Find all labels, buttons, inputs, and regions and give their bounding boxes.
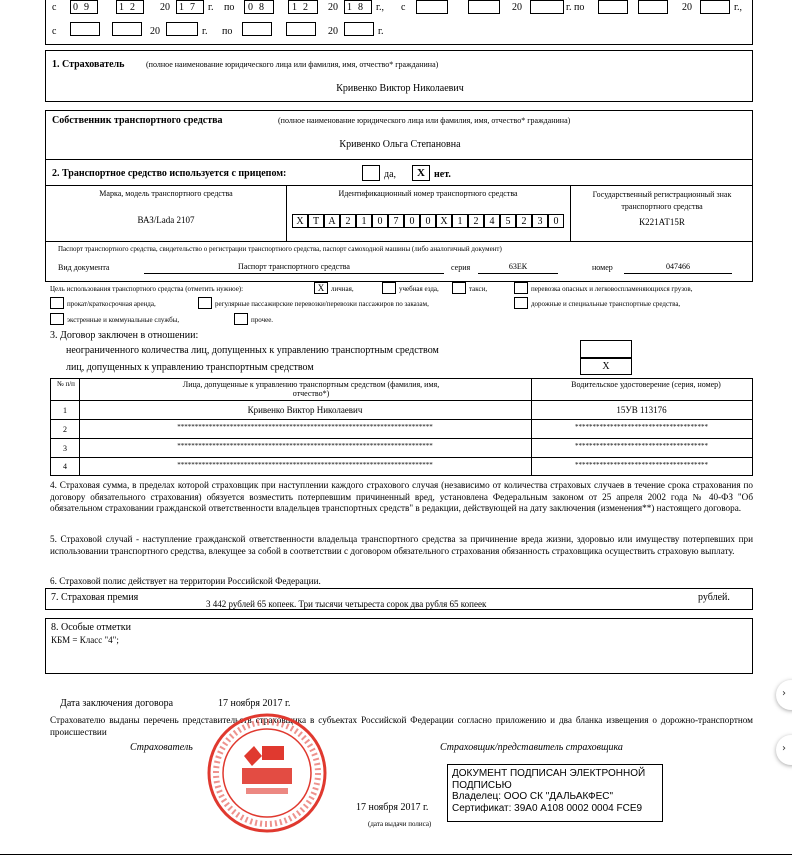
drivers-col-no: № п/п bbox=[57, 380, 75, 388]
vin-cell: 4 bbox=[484, 214, 500, 228]
vin-cell: 1 bbox=[452, 214, 468, 228]
company-stamp bbox=[206, 712, 328, 834]
chevron-right-icon: › bbox=[782, 743, 786, 754]
purpose-other-checkbox[interactable] bbox=[234, 313, 248, 325]
esign-box bbox=[447, 764, 663, 822]
side-button-2[interactable] bbox=[776, 735, 792, 765]
contract-limited-checkbox[interactable]: X bbox=[580, 358, 632, 375]
vin-cell: 0 bbox=[548, 214, 564, 228]
reg-number: К221АТ15R bbox=[639, 217, 685, 227]
purpose-rental-label: прокат/краткосрочная аренда, bbox=[67, 300, 156, 308]
notes-section bbox=[45, 618, 753, 674]
driver-row-2-name: ************************************************************************* bbox=[177, 423, 433, 431]
driver-row-2-license: ************************************** bbox=[575, 423, 708, 431]
period3-year-end bbox=[344, 22, 374, 36]
vin-cell: 7 bbox=[388, 214, 404, 228]
period2-day-end bbox=[598, 0, 628, 14]
purpose-training-label: учебная езда, bbox=[399, 285, 439, 293]
issue-date-hint: (дата выдачи полиса) bbox=[368, 820, 432, 828]
vin-cell: 2 bbox=[340, 214, 356, 228]
premium-unit: рублей. bbox=[698, 592, 730, 603]
insurer-signature-label: Страхователь bbox=[130, 742, 193, 753]
period-year-end-unit: г., bbox=[376, 2, 384, 13]
vin-cell: 2 bbox=[516, 214, 532, 228]
issue-date: 17 ноября 2017 г. bbox=[356, 802, 429, 813]
period-year-unit: г. bbox=[208, 2, 214, 13]
chevron-right-icon: › bbox=[782, 688, 786, 699]
stamp-seal-icon bbox=[206, 712, 328, 834]
purpose-special-checkbox[interactable] bbox=[514, 297, 528, 309]
period-from-label: с bbox=[52, 2, 57, 13]
driver-row-4-no: 4 bbox=[63, 462, 67, 471]
period-month-end: 12 bbox=[288, 0, 318, 14]
insurer-heading: 1. Страхователь bbox=[52, 59, 125, 70]
doc-type-label: Вид документа bbox=[58, 263, 110, 272]
vin-cell: X bbox=[436, 214, 452, 228]
trailer-no-label: нет. bbox=[434, 169, 451, 180]
premium-section bbox=[45, 588, 753, 610]
driver-row-2-no: 2 bbox=[63, 425, 67, 434]
insurer-section bbox=[45, 50, 753, 102]
period2-day bbox=[416, 0, 448, 14]
period2-year bbox=[530, 0, 564, 14]
period-day-end: 08 bbox=[244, 0, 274, 14]
vin-cell: A bbox=[324, 214, 340, 228]
vin-cell: 0 bbox=[404, 214, 420, 228]
agent-signature-label: Страховщик/представитель страховщика bbox=[440, 742, 623, 753]
purpose-regular-checkbox[interactable] bbox=[198, 297, 212, 309]
purpose-personal-label: личная, bbox=[331, 285, 354, 293]
number-label: номер bbox=[592, 263, 613, 272]
insurer-name: Кривенко Виктор Николаевич bbox=[336, 83, 464, 94]
period-section bbox=[45, 0, 753, 45]
period3-month bbox=[112, 22, 142, 36]
owner-section bbox=[45, 110, 753, 282]
vin-cell: 0 bbox=[372, 214, 388, 228]
passport-heading: Паспорт транспортного средства, свидетельство о регистрации транспортного средства, паспорт самоходной машины (либо аналогичный документ) bbox=[58, 245, 502, 253]
period2-year-end-unit: г., bbox=[734, 2, 742, 13]
purpose-training-checkbox[interactable] bbox=[382, 282, 396, 294]
vin-cell: 0 bbox=[420, 214, 436, 228]
purpose-rental-checkbox[interactable] bbox=[50, 297, 64, 309]
esign-line-4: Сертификат: 39А0 А108 0002 0004 FCE9 bbox=[452, 802, 643, 814]
period3-year-prefix: 20 bbox=[150, 26, 160, 37]
drivers-table bbox=[50, 378, 753, 476]
period-to-label: по bbox=[224, 2, 235, 13]
notes-label: 8. Особые отметки bbox=[51, 622, 131, 633]
vehicle-make: ВАЗ/Lada 2107 bbox=[137, 215, 195, 225]
period-year-prefix-2: 20 bbox=[328, 2, 338, 13]
driver-row-1-no: 1 bbox=[63, 406, 67, 415]
purpose-taxi-label: такси, bbox=[469, 285, 488, 293]
trailer-yes-checkbox[interactable] bbox=[362, 165, 380, 181]
contract-unlimited-checkbox[interactable] bbox=[580, 340, 632, 358]
insurer-hint: (полное наименование юридического лица или фамилия, имя, отчество* гражданина) bbox=[146, 60, 439, 69]
contract-option-limited: лиц, допущенных к управлению транспортным средством bbox=[66, 362, 314, 373]
driver-row-1-name: Кривенко Виктор Николаевич bbox=[247, 405, 363, 415]
period3-day-end bbox=[242, 22, 272, 36]
period2-to-label: г. по bbox=[566, 2, 585, 13]
purpose-label: Цель использования транспортного средства (отметить нужное): bbox=[50, 285, 244, 293]
vehicle-make-label: Марка, модель транспортного средства bbox=[99, 189, 233, 198]
period-from-label-2: с bbox=[401, 2, 406, 13]
period3-year-prefix-2: 20 bbox=[328, 26, 338, 37]
period-year-start: 17 bbox=[176, 0, 204, 14]
number-value: 047466 bbox=[666, 262, 690, 271]
vin-cell: 3 bbox=[532, 214, 548, 228]
contract-date: 17 ноября 2017 г. bbox=[218, 698, 291, 709]
drivers-col-license: Водительское удостоверение (серия, номер) bbox=[571, 380, 721, 389]
driver-row-4-name: ************************************************************************* bbox=[177, 461, 433, 469]
period2-year-prefix: 20 bbox=[512, 2, 522, 13]
period-month-start: 12 bbox=[116, 0, 144, 14]
driver-row-3-license: ************************************** bbox=[575, 442, 708, 450]
period3-year bbox=[166, 22, 198, 36]
owner-name: Кривенко Ольга Степановна bbox=[339, 139, 461, 150]
contract-heading: 3. Договор заключен в отношении: bbox=[50, 330, 199, 341]
purpose-regular-label: регулярные пассажирские перевозки/перевозки пассажиров по заказам, bbox=[215, 300, 429, 308]
vin-cell: 1 bbox=[356, 214, 372, 228]
vin-cell: 2 bbox=[468, 214, 484, 228]
period2-month-end bbox=[638, 0, 668, 14]
purpose-personal-checkbox[interactable]: X bbox=[314, 282, 328, 294]
esign-line-1: ДОКУМЕНТ ПОДПИСАН ЭЛЕКТРОННОЙ bbox=[452, 768, 646, 779]
notes-value: КБМ = Класс "4"; bbox=[51, 635, 119, 645]
contract-date-label: Дата заключения договора bbox=[60, 698, 174, 709]
driver-row-3-no: 3 bbox=[63, 444, 67, 453]
driver-row-1-license: 15УВ 113176 bbox=[616, 405, 667, 415]
series-value: 63ЕК bbox=[508, 262, 528, 271]
clause-5: 5. Страховой случай - наступление гражданской ответственности владельца транспортного средства за причинение вреда жизни, здоровью или имуществу потерпевших при использовании транспортного средства, влекущее за собой в соответствии с договором обязательного страхования обязанность страховщика осуществить страховую выплату. bbox=[50, 534, 753, 556]
side-button-1[interactable] bbox=[776, 680, 792, 710]
period3-month-end bbox=[286, 22, 316, 36]
clause-6: 6. Страховой полис действует на территории Российской Федерации. bbox=[50, 576, 321, 586]
premium-value: 3 442 рублей 65 копеек. Три тысячи четыреста сорок два рубля 65 копеек bbox=[206, 599, 487, 609]
esign-line-3: Владелец: ООО СК "ДАЛЬАКФЕС" bbox=[452, 791, 614, 802]
period2-year-end bbox=[700, 0, 730, 14]
period3-day bbox=[70, 22, 100, 36]
vin-cell: 5 bbox=[500, 214, 516, 228]
purpose-special-label: дорожные и специальные транспортные средства, bbox=[531, 300, 681, 308]
clause-4: 4. Страховая сумма, в пределах которой страховщик при наступлении каждого страхового случая (независимо от количества страховых случаев в течение срока страхования по договору обязательного страхования) обязуется возместить потерпевшим причиненный вред, установлена Федеральным законом от 25 апреля 2002 года № 40-ФЗ "Об обязательном страховании гражданской ответственности владельцев транспортных средств" в редакции, действующей на дату заключения (изменения**) настоящего договора. bbox=[50, 480, 753, 513]
purpose-emergency-label: экстренные и коммунальные службы, bbox=[67, 316, 180, 324]
purpose-emergency-checkbox[interactable] bbox=[50, 313, 64, 325]
driver-row-4-license: ************************************** bbox=[575, 461, 708, 469]
vin-label: Идентификационный номер транспортного средства bbox=[338, 189, 518, 198]
drivers-col-name: Лица, допущенные к управлению транспортным средством (фамилия, имя, отчество*) bbox=[182, 380, 440, 398]
period2-year-prefix-2: 20 bbox=[682, 2, 692, 13]
trailer-no-checkbox[interactable]: X bbox=[412, 165, 430, 181]
period3-year-end-unit: г. bbox=[378, 26, 384, 37]
trailer-yes-label: да, bbox=[384, 169, 397, 180]
doc-type: Паспорт транспортного средства bbox=[238, 262, 350, 271]
owner-heading: Собственник транспортного средства bbox=[52, 115, 223, 126]
series-label: серия bbox=[451, 263, 471, 272]
esign-line-2: ПОДПИСЬЮ bbox=[452, 779, 512, 791]
period2-month bbox=[468, 0, 500, 14]
trailer-label: 2. Транспортное средство используется с прицепом: bbox=[52, 168, 287, 179]
premium-label: 7. Страховая премия bbox=[51, 592, 139, 603]
period-day-start: 09 bbox=[70, 0, 98, 14]
vin-cell: T bbox=[308, 214, 324, 228]
driver-row-3-name: ************************************************************************* bbox=[177, 442, 433, 450]
purpose-dangerous-label: перевозка опасных и легковоспламеняющихся грузов, bbox=[531, 285, 693, 293]
contract-option-unlimited: неограниченного количества лиц, допущенных к управлению транспортным средством bbox=[66, 345, 439, 356]
purpose-other-label: прочее. bbox=[251, 316, 274, 324]
period-year-prefix: 20 bbox=[160, 2, 170, 13]
period3-from-label: с bbox=[52, 26, 57, 37]
reg-label: Государственный регистрационный знак транспортного средства bbox=[592, 190, 732, 211]
period3-year-unit: г. bbox=[202, 26, 208, 37]
period-year-end: 18 bbox=[344, 0, 372, 14]
period3-to-label: по bbox=[222, 26, 233, 37]
purpose-taxi-checkbox[interactable] bbox=[452, 282, 466, 294]
owner-hint: (полное наименование юридического лица или фамилия, имя, отчество* гражданина) bbox=[278, 116, 571, 125]
issued-text: Страхователю выданы перечень представительств страховщика в субъектах Российской Федерации согласно приложению и два бланка извещения о дорожно-транспортном происшествии bbox=[50, 715, 753, 737]
vin-cell: X bbox=[292, 214, 308, 228]
purpose-dangerous-checkbox[interactable] bbox=[514, 282, 528, 294]
